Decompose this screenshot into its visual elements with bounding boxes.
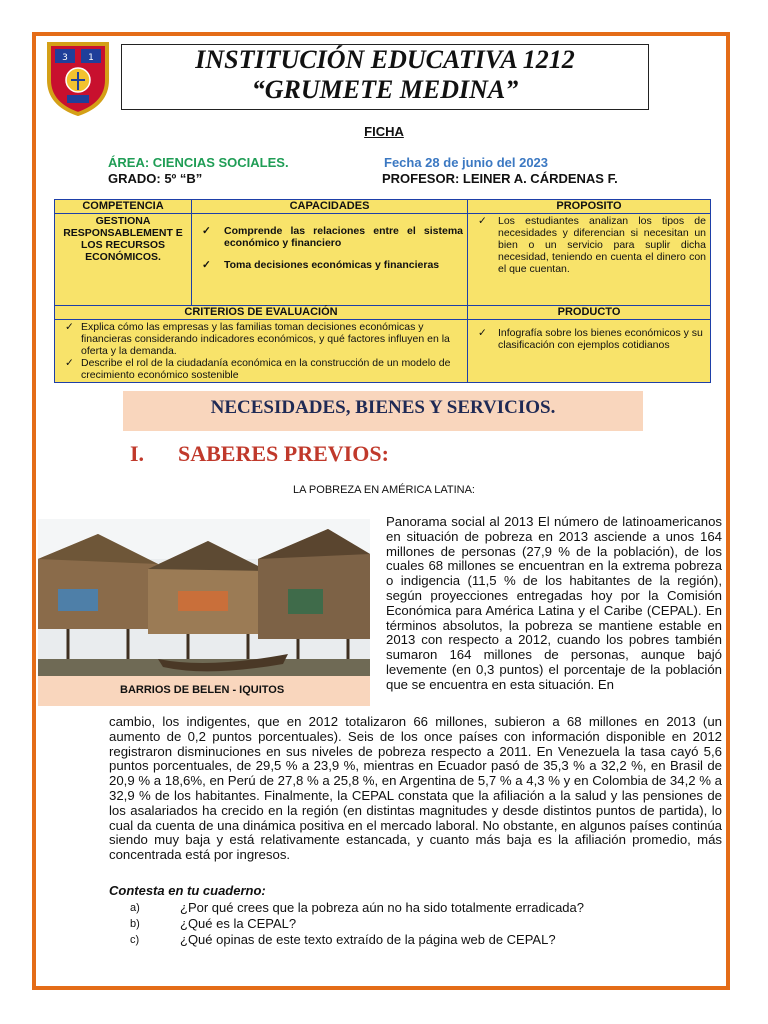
question-item (130, 900, 584, 916)
header-producto: PRODUCTO (468, 306, 711, 320)
question-letter: b) (130, 918, 140, 930)
question-item (130, 932, 584, 948)
article-subtitle: LA POBREZA EN AMÉRICA LATINA: (293, 484, 475, 496)
capacidad-item: ✓ Comprende las relaciones entre el sistema económico y financiero (196, 225, 463, 249)
area-label: ÁREA: CIENCIAS SOCIALES. (108, 155, 289, 170)
question-text: ¿Qué es la CEPAL? (180, 916, 297, 931)
question-item (130, 916, 584, 932)
question-text: ¿Qué opinas de este texto extraído de la página web de CEPAL? (180, 932, 556, 947)
header-capacidades: CAPACIDADES (192, 200, 468, 214)
school-crest-icon (45, 40, 111, 116)
article-text-top: Panorama social al 2013 El número de latinoamericanos en situación de pobreza en 2013 asciende a unos 164 millones de personas (27,9 % de la población), de los cuales 68 millones se encuentran en la extrema pobreza o indigencia (11,5 % de los habitantes de la región), según proyecciones entregadas hoy por la Comisión Económica para América Latina y el Caribe (CEPAL). En términos absolutos, la pobreza se mantiene estable en 2013 con respecto a 2012, cuando los pobres también sumaron 164 millones de personas, aunque bajó levemente (en 0,3 puntos) el porcentaje de la población que se encuentra en esta situación. En (386, 514, 722, 692)
question-text: ¿Por qué crees que la pobreza aún no ha sido totalmente erradicada? (180, 900, 584, 915)
question-letter: a) (130, 902, 140, 914)
section-heading (130, 441, 389, 467)
svg-text:1: 1 (88, 53, 94, 63)
header-criterios: CRITERIOS DE EVALUACIÓN (55, 306, 468, 320)
instructions-heading: Contesta en tu cuaderno: (109, 883, 266, 898)
section-number: I. (130, 441, 145, 466)
questions-list (130, 900, 584, 948)
section-title: SABERES PREVIOS: (178, 441, 389, 466)
proposito-item: ✓ Los estudiantes analizan los tipos de necesidades y diferencian si necesitan un bien o un servicio para suplir dicha necesidad, teniendo en cuenta el dinero con el que cuentan. (472, 215, 706, 275)
producto-item: ✓ Infografía sobre los bienes económicos y su clasificación con ejemplos cotidianos (472, 327, 706, 351)
question-letter: c) (130, 934, 140, 946)
capacidad-item: ✓ Toma decisiones económicas y financieras (196, 259, 463, 271)
grade-label: GRADO: 5º “B” (108, 171, 203, 186)
header-competencia: COMPETENCIA (55, 200, 192, 214)
criterio-item: ✓ Explica cómo las empresas y las familias toman decisiones económicas y financieras considerando indicadores económicos, y qué factores influyen en la oferta y la demanda. (59, 321, 463, 357)
header-proposito: PROPOSITO (468, 200, 711, 214)
school-subname: “GRUMETE MEDINA” (251, 75, 519, 104)
teacher-label: PROFESOR: LEINER A. CÁRDENAS F. (382, 171, 618, 186)
producto-cell (468, 320, 711, 383)
photo-caption: BARRIOS DE BELEN - IQUITOS (38, 676, 370, 706)
competencia-cell: GESTIONA RESPONSABLEMENT E LOS RECURSOS ECONÓMICOS. (55, 214, 192, 306)
topic-banner: NECESIDADES, BIENES Y SERVICIOS. (123, 391, 643, 431)
planning-table (54, 199, 711, 383)
school-name: INSTITUCIÓN EDUCATIVA 1212 (195, 45, 575, 74)
criterios-cell (55, 320, 468, 383)
capacidades-cell (192, 214, 468, 306)
ficha-label: FICHA (364, 124, 404, 139)
criterio-item: ✓ Describe el rol de la ciudadanía económica en la construcción de un modelo de crecimiento económico sostenible (59, 357, 463, 381)
proposito-cell (468, 214, 711, 306)
article-text-bottom: cambio, los indigentes, que en 2012 totalizaron 66 millones, subieron a 68 millones en 2013 (un aumento de 0,2 puntos porcentuales). Seis de los once países con información disponible en 2012 registraron disminuciones en sus niveles de pobreza respecto a 2011. En Venezuela la tasa cayó 5,6 puntos porcentuales, de 29,5 % a 23,9 %, mientras en Ecuador pasó de 35,3 % a 32,2 %, en Brasil de 20,9 % a 18,6%, en Perú de 27,8 % a 25,8 %, en Argentina de 5,7 % a 4,3 % y en Colombia de 34,2 % a 32,9 % de los habitantes. Finalmente, la CEPAL constata que la afiliación a la salud y las pensiones de los asalariados ha crecido en la región (en distintas magnitudes y desde distintos puntos de partida), lo cual da cuenta de una dinámica positiva en el mercado laboral. No obstante, en algunos países continúa siendo muy baja y está relativamente estancada, y cuanto más baja es la afiliación promedio, más concentrada está por ingresos. (109, 714, 722, 863)
svg-text:3: 3 (62, 53, 68, 63)
date-label: Fecha 28 de junio del 2023 (384, 155, 549, 170)
school-title-box (121, 44, 649, 110)
